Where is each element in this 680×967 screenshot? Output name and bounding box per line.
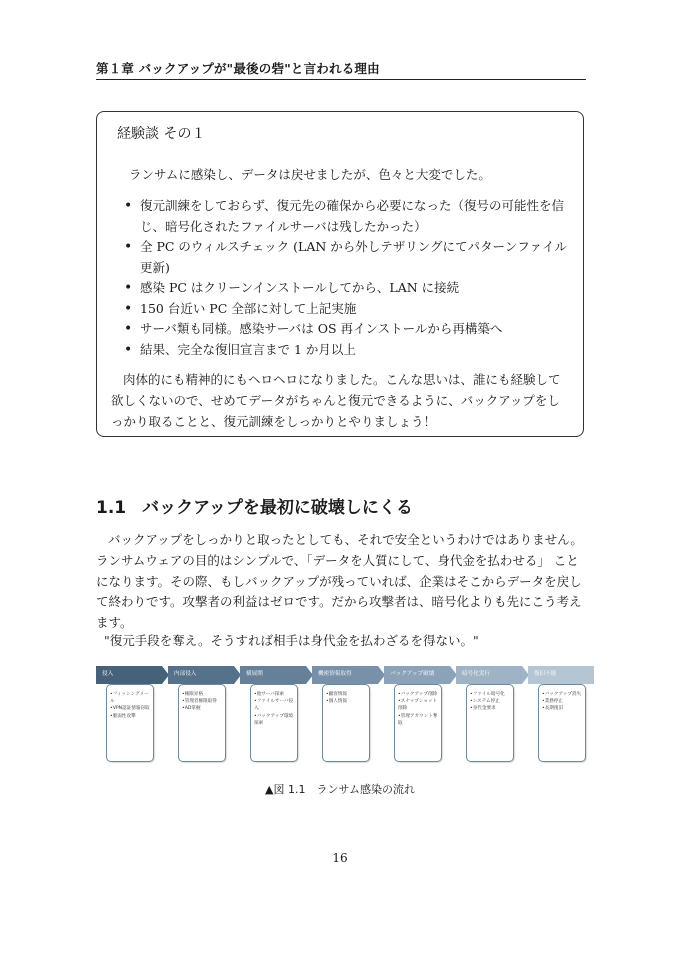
list-item: • サーバ類も同様。感染サーバは OS 再インストールから再構築へ (119, 319, 569, 340)
stage-item: •バックアップ環境探索 (254, 713, 294, 726)
body-paragraph: バックアップをしっかりと取ったとしても、それで安全というわけではありません。ランサムウェアの目的はシンプルで、「データを人質にして、身代金を払わせる」 ことになります。その際、もしバックアップが残っていれば、企業はそこからデータを戻して終わりです。攻撃者の利益はゼロです。だから攻撃者は、暗号化よりも先にこう考えます。 (96, 532, 583, 631)
stage-item: •管理アカウント奪取 (398, 713, 438, 726)
stage-item: •権限昇格 (182, 692, 204, 697)
stage-item: •ファイル暗号化 (470, 692, 505, 697)
ransomware-flow-diagram (96, 666, 586, 766)
flow-stage (312, 666, 378, 762)
list-item: • 全 PC のウィルスチェック (LAN から外しテザリングにてパターンファイル更新) (119, 237, 569, 278)
story-bullet-list (119, 196, 569, 360)
figure-caption: ▲図 1.1 ランサム感染の流れ (265, 783, 415, 796)
stage-card (538, 684, 586, 762)
experience-story-box (96, 111, 584, 437)
list-item: • 結果、完全な復旧宣言まで 1 か月以上 (119, 340, 569, 361)
story-outro: 肉体的にも精神的にもヘロヘロになりました。こんな思いは、誰にも経験して欲しくないので、せめてデータがちゃんと復元できるように、バックアップをしっかり取ることと、復元訓練をしっかりとやりましょう！ (111, 372, 561, 429)
chapter-header: 第１章 バックアップが"最後の砦"と言われる理由 (96, 59, 586, 80)
stage-item: •バックアップ消失 (542, 692, 582, 697)
stage-title: 内部侵入 (168, 666, 234, 684)
story-title: 経験談 その１ (117, 126, 206, 142)
section-title: バックアップを最初に破壊しにくる (142, 498, 413, 518)
stage-item: •バックアップ削除 (398, 692, 438, 697)
stage-item: •長期復旧 (542, 706, 564, 712)
flow-stage (240, 666, 306, 762)
stage-item: •個人情報 (326, 699, 348, 705)
stage-card (106, 684, 154, 762)
list-item: • 感染 PC はクリーンインストールしてから、LAN に接続 (119, 278, 569, 299)
stage-card (178, 684, 226, 762)
flow-stage (456, 666, 522, 762)
stage-title: 機密情報取得 (312, 666, 378, 684)
attacker-quote: "復元手段を奪え。そうすれば相手は身代金を払わざるを得ない。" (104, 633, 479, 648)
stage-item: •顧客情報 (326, 692, 348, 697)
stage-title: バックアップ破壊 (384, 666, 450, 684)
flow-stage (168, 666, 234, 762)
stage-title: 暗号化実行 (456, 666, 522, 684)
stage-card (466, 684, 514, 762)
stage-title: 侵入 (96, 666, 162, 684)
flow-stage (384, 666, 450, 762)
stage-item: •AD掌握 (182, 706, 201, 712)
stage-item: •フィッシングメール (110, 692, 149, 705)
stage-item: •VPN認証情報窃取 (110, 706, 150, 712)
flow-stage (528, 666, 594, 762)
stage-item: •システム停止 (470, 699, 500, 705)
stage-title: 横展開 (240, 666, 306, 684)
story-intro: ランサムに感染し、データは戻せましたが、色々と大変でした。 (129, 167, 491, 182)
stage-item: •業務停止 (542, 699, 564, 705)
stage-item: •身代金要求 (470, 706, 496, 712)
flow-stage (96, 666, 162, 762)
list-item: • 150 台近い PC 全部に対して上記実施 (119, 299, 569, 320)
stage-item: •脆弱性攻撃 (110, 713, 136, 719)
stage-card (394, 684, 442, 762)
stage-item: •他サーバ探索 (254, 692, 285, 697)
stage-item: •ファイルサーバ侵入 (254, 699, 294, 712)
stage-card (322, 684, 370, 762)
stage-item: •管理者権限取得 (182, 699, 217, 705)
section-number: 1.1 (96, 498, 127, 518)
section-heading (96, 493, 413, 518)
stage-card (250, 684, 298, 762)
stage-item: •スナップショット削除 (398, 699, 438, 712)
stage-title: 復旧不能 (528, 666, 594, 684)
list-item: • 復元訓練をしておらず、復元先の確保から必要になった（復号の可能性を信じ、暗号化されたファイルサーバは残したかった） (119, 196, 569, 237)
page-number: 16 (332, 851, 348, 865)
